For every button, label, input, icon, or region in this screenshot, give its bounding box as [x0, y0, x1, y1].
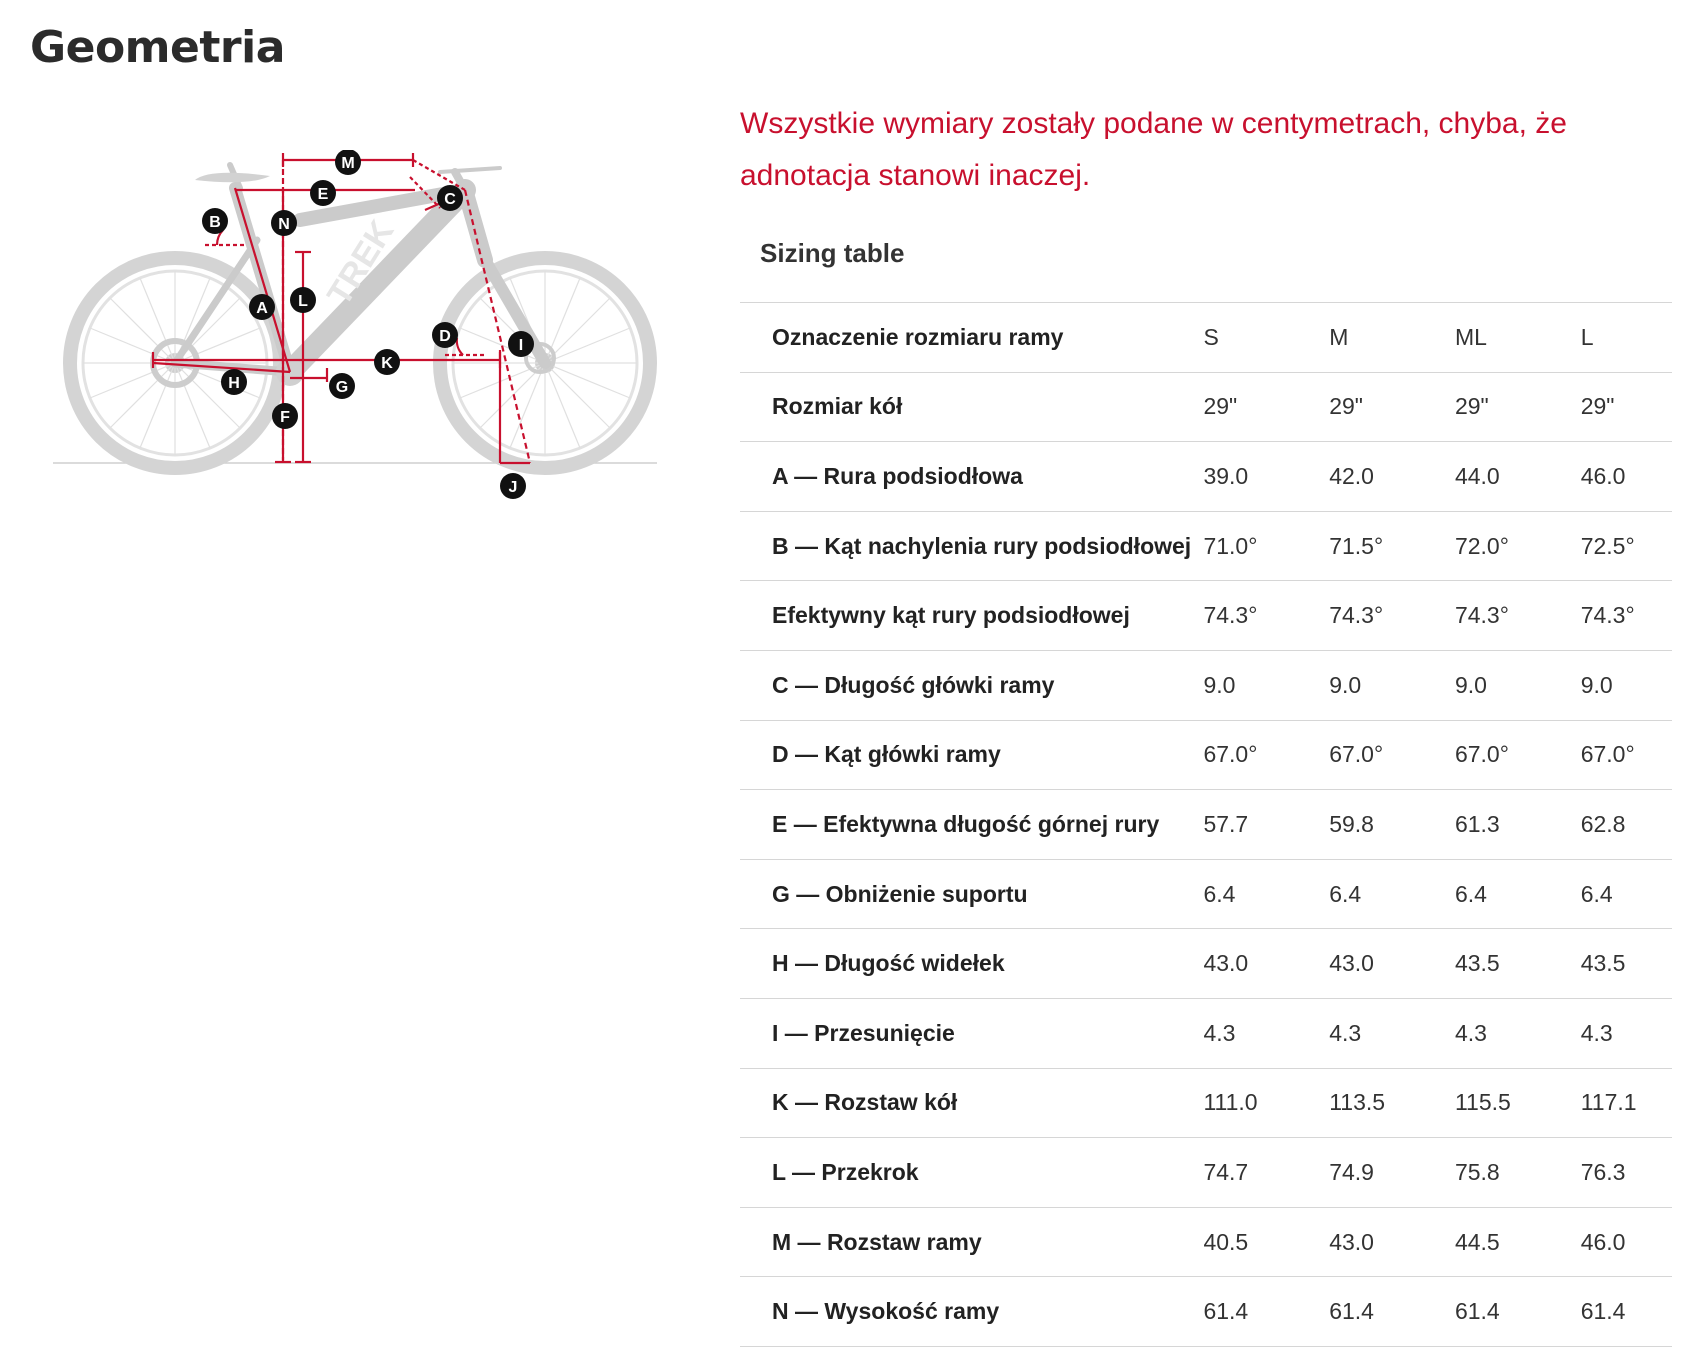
svg-text:E: E — [317, 186, 329, 203]
row-value: 43.0 — [1329, 1228, 1374, 1255]
row-value: 29" — [1329, 393, 1363, 420]
row-value: 6.4 — [1203, 880, 1236, 907]
svg-text:C: C — [444, 191, 456, 208]
row-value: 62.8 — [1580, 810, 1626, 837]
marker-l-icon — [290, 287, 316, 313]
row-value: 44.5 — [1454, 1228, 1500, 1255]
row-label: E — Efektywna długość górnej rury — [772, 810, 1160, 837]
row-value: 72.0° — [1454, 532, 1509, 559]
row-value: 42.0 — [1329, 462, 1374, 489]
svg-text:D: D — [439, 328, 451, 345]
marker-f-icon — [272, 403, 298, 429]
marker-a-icon — [249, 294, 275, 320]
page-title: Geometria — [30, 22, 285, 73]
row-label: Rozmiar kół — [772, 393, 903, 420]
svg-text:L: L — [298, 293, 308, 310]
row-value: 29" — [1454, 393, 1489, 420]
row-value: 43.0 — [1203, 950, 1249, 977]
row-value: 115.5 — [1454, 1089, 1511, 1116]
row-value: 76.3 — [1580, 1158, 1626, 1185]
row-label: A — Rura podsiodłowa — [772, 462, 1023, 489]
row-value: 9.0 — [1203, 671, 1236, 698]
row-label: Efektywny kąt rury podsiodłowej — [772, 602, 1130, 629]
row-value: 44.0 — [1454, 462, 1500, 489]
row-label: H — Długość widełek — [772, 950, 1005, 977]
marker-h-icon — [221, 369, 247, 395]
svg-text:G: G — [335, 379, 349, 396]
row-value: 61.4 — [1454, 1298, 1500, 1325]
row-value: 9.0 — [1580, 671, 1613, 698]
table-row — [740, 442, 1672, 512]
svg-text:B: B — [209, 214, 221, 231]
row-value: 4.3 — [1454, 1019, 1487, 1046]
row-value: 75.8 — [1454, 1158, 1500, 1185]
row-label: I — Przesunięcie — [772, 1019, 955, 1046]
svg-text:H: H — [228, 375, 240, 392]
marker-c-icon — [437, 185, 463, 211]
table-row — [740, 1138, 1672, 1208]
table-row — [740, 790, 1672, 860]
svg-text:J: J — [508, 479, 518, 496]
header-size-m: M — [1329, 323, 1349, 350]
row-value: 43.5 — [1454, 950, 1500, 977]
marker-b-icon — [202, 208, 228, 234]
row-value: 4.3 — [1329, 1019, 1362, 1046]
row-label: M — Rozstaw ramy — [772, 1228, 982, 1255]
row-value: 6.4 — [1329, 880, 1362, 907]
table-row — [740, 1207, 1672, 1277]
row-value: 74.3° — [1329, 602, 1384, 629]
row-value: 113.5 — [1329, 1089, 1386, 1116]
table-row — [740, 720, 1672, 790]
table-row — [740, 372, 1672, 442]
row-value: 117.1 — [1580, 1089, 1637, 1116]
header-size-s: S — [1203, 323, 1219, 350]
row-value: 67.0° — [1203, 741, 1258, 768]
row-label: K — Rozstaw kół — [772, 1089, 958, 1116]
svg-text:N: N — [278, 216, 290, 233]
table-row — [740, 929, 1672, 999]
row-value: 9.0 — [1454, 671, 1487, 698]
row-value: 61.4 — [1203, 1298, 1249, 1325]
row-value: 61.4 — [1580, 1298, 1626, 1325]
row-value: 72.5° — [1580, 532, 1635, 559]
row-value: 61.3 — [1454, 810, 1500, 837]
marker-m-icon — [335, 150, 361, 175]
row-value: 6.4 — [1580, 880, 1613, 907]
row-value: 9.0 — [1329, 671, 1362, 698]
row-value: 67.0° — [1329, 741, 1384, 768]
row-value: 46.0 — [1580, 1228, 1626, 1255]
table-row — [740, 859, 1672, 929]
row-value: 39.0 — [1203, 462, 1249, 489]
row-value: 67.0° — [1580, 741, 1635, 768]
row-value: 71.5° — [1329, 532, 1384, 559]
row-value: 4.3 — [1580, 1019, 1613, 1046]
row-value: 74.9 — [1329, 1158, 1374, 1185]
row-label: G — Obniżenie suportu — [772, 880, 1028, 907]
table-row — [740, 650, 1672, 720]
table-row — [740, 998, 1672, 1068]
svg-text:F: F — [280, 409, 290, 426]
table-header-row — [740, 303, 1672, 373]
marker-g-icon — [329, 373, 355, 399]
row-value: 111.0 — [1203, 1089, 1258, 1116]
sizing-table — [740, 302, 1672, 1347]
svg-text:M: M — [341, 155, 355, 172]
svg-text:A: A — [256, 300, 268, 317]
row-value: 59.8 — [1329, 810, 1374, 837]
bike-geometry-diagram — [45, 150, 665, 550]
row-label: D — Kąt główki ramy — [772, 741, 1001, 768]
row-value: 74.3° — [1203, 602, 1258, 629]
saddle-icon — [195, 173, 270, 182]
row-value: 46.0 — [1580, 462, 1626, 489]
marker-d-icon — [432, 322, 458, 348]
table-row — [740, 1068, 1672, 1138]
svg-text:I: I — [518, 337, 524, 354]
marker-k-icon — [374, 349, 400, 375]
row-label: B — Kąt nachylenia rury podsiodłowej — [772, 532, 1192, 559]
row-value: 74.7 — [1203, 1158, 1249, 1185]
table-row — [740, 511, 1672, 581]
marker-j-icon — [500, 473, 526, 499]
row-value: 4.3 — [1203, 1019, 1236, 1046]
row-value: 43.0 — [1329, 950, 1374, 977]
marker-n-icon — [271, 210, 297, 236]
header-size-ml: ML — [1454, 323, 1487, 350]
row-value: 71.0° — [1203, 532, 1258, 559]
row-label: C — Długość główki ramy — [772, 671, 1055, 698]
marker-e-icon — [310, 180, 336, 206]
row-value: 57.7 — [1203, 810, 1249, 837]
frame-brand-text: TREK — [320, 213, 402, 313]
row-label: N — Wysokość ramy — [772, 1298, 1000, 1325]
svg-text:K: K — [381, 355, 393, 372]
row-label: L — Przekrok — [772, 1158, 919, 1185]
units-notice: Wszystkie wymiary zostały podane w centymetrach, chyba, że adnotacja stanowi inaczej. — [740, 107, 1567, 192]
row-value: 29" — [1580, 393, 1615, 420]
row-value: 61.4 — [1329, 1298, 1374, 1325]
row-value: 74.3° — [1580, 602, 1635, 629]
marker-i-icon — [508, 331, 534, 357]
table-row — [740, 581, 1672, 651]
row-value: 43.5 — [1580, 950, 1626, 977]
header-size-l: L — [1580, 323, 1594, 350]
sizing-table-title: Sizing table — [760, 238, 905, 268]
row-value: 6.4 — [1454, 880, 1487, 907]
row-value: 29" — [1203, 393, 1238, 420]
row-value: 67.0° — [1454, 741, 1509, 768]
row-value: 40.5 — [1203, 1228, 1249, 1255]
bike-geometry-svg — [45, 150, 665, 550]
header-label: Oznaczenie rozmiaru ramy — [772, 323, 1064, 350]
row-value: 74.3° — [1454, 602, 1509, 629]
